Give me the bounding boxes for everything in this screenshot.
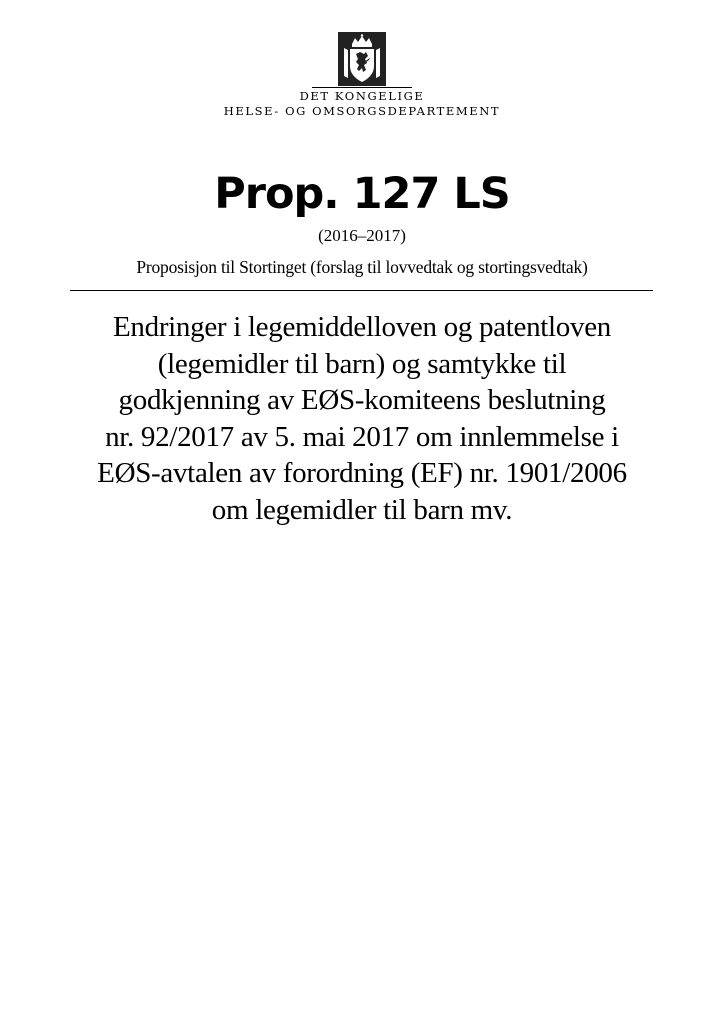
emblem-container	[0, 32, 724, 86]
subject-line: om legemidler til barn mv.	[211, 493, 513, 526]
ministry-name-line1: DET KONGELIGE	[299, 89, 425, 103]
emblem-divider	[312, 87, 412, 88]
ministry-name-line2: HELSE- OG OMSORGSDEPARTEMENT	[223, 104, 501, 118]
document-title: Prop. 127 LS	[214, 169, 510, 219]
subject-line: nr. 92/2017 av 5. mai 2017 om innlemmelse i	[105, 420, 619, 453]
subject-line: Endringer i legemiddelloven og patentloven	[113, 311, 611, 343]
document-session: (2016–2017)	[318, 226, 406, 245]
royal-coat-of-arms-icon	[338, 32, 386, 86]
subject-line: godkjenning av EØS-komiteens beslutning	[118, 384, 606, 416]
document-type: Proposisjon til Stortinget (forslag til lovvedtak og stortingsvedtak)	[136, 257, 588, 277]
title-divider	[70, 290, 653, 291]
subject-line: EØS-avtalen av forordning (EF) nr. 1901/2006	[97, 457, 627, 489]
subject-line: (legemidler til barn) og samtykke til	[157, 347, 567, 380]
document-subject	[60, 309, 664, 528]
